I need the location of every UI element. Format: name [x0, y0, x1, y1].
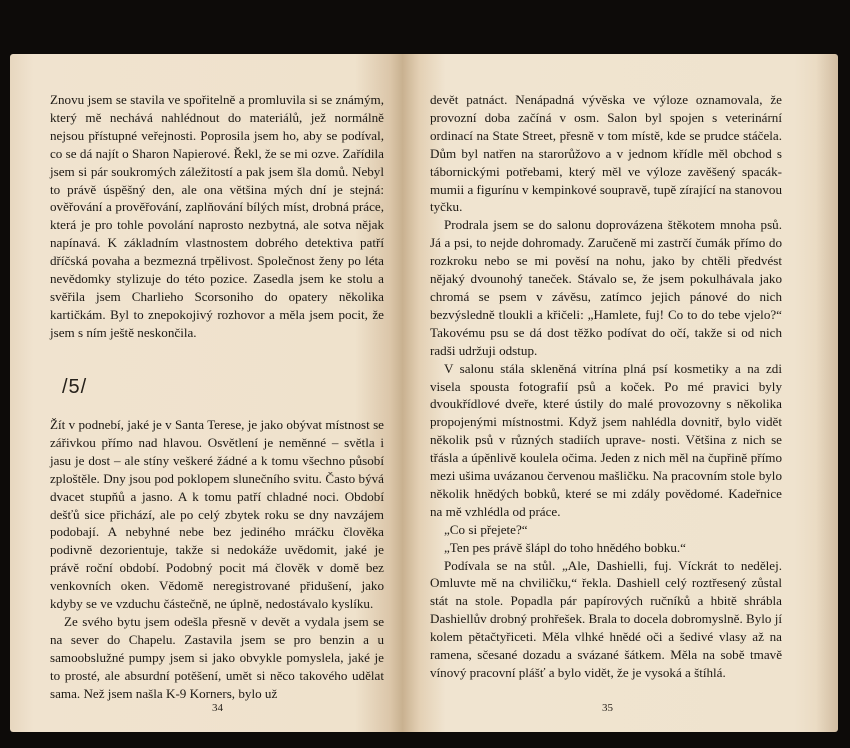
left-text-block-2	[50, 416, 384, 703]
paragraph: devět patnáct. Nenápadná vývěska ve výloze oznamovala, že provozní doba začíná v osm. Salon byl spojen s veterinární ordinací na State Street, přesně v tom místě, kde se prudce stáčela. Dům byl natřen na starorůžovo a v jednom křídle měl obchod s tábornickými potřebami, který měl ve výloze zavěšený spacák-mumii a figurínu v kempinkové soupravě, tupě zírající na stanovou tyčku.	[430, 92, 782, 215]
paragraph: Podívala se na stůl. „Ale, Dashielli, fuj. Víckrát to nedělej. Omluvte mě na chviličku,“ řekla. Dashiell celý roztřesený zůstal stát na stole. Popadla pár papírových ručníků a hbitě shrábla Dashiellův drobný prohřešek. Brala to docela dobromyslně. Bylo jí kolem pětačtyřiceti. Měla vlhké hnědé oči a šedivé vlasy až na ramena, sčesané dozadu a svázané šátkem. Měla na sobě tmavě vínový pracovní plášť a bylo vidět, že je vysoká a štíhlá.	[430, 557, 783, 680]
left-page	[10, 54, 402, 732]
chapter-heading: /5/	[62, 376, 88, 398]
paragraph: „Co si přejete?“	[444, 521, 528, 537]
paragraph: V salonu stála skleněná vitrína plná psí kosmetiky a na zdi visela spousta fotografií psů a koček. Po mé pravici byly dvoukřídlové dveře, které ústily do malé provozovny s několika propojenými místnostmi. Když jsem nahlédla dovnitř, bylo vidět několik psů v různých stadiích upravе- nosti. Většina z nich se třásla a úpěnlivě koulela očima. Jeden z nich měl na čupřině přímo mezi ušima uvázanou červenou mašličku. Na pracovním stole bylo několik hnědých bobků, které se mi zdály povědomé. Kadeřnice na mě vzhlédla od práce.	[430, 360, 782, 519]
right-page	[402, 54, 838, 732]
page-number-left: 34	[212, 702, 223, 714]
page-number-right: 35	[602, 702, 613, 714]
paragraph: Ze svého bytu jsem odešla přesně v devět a vydala jsem se na sever do Chapelu. Zastavila jsem se pro benzin a u samoobslužné pumpy jsem si jako obvykle pomyslela, jaké je to prosté, ale absurdní potěšení, umět si něco takového udělat sama. Než jsem našla K-9 Korners, bylo už	[50, 613, 384, 701]
left-text-block-1: Znovu jsem se stavila ve spořitelně a promluvila si se známým, který mě nechává nahlédnout do materiálů, jež normálně nejsou přístupné veřejnosti. Poprosila jsem ho, aby se podíval, co se dá najít o Sharon Napierové. Řekl, že se mi ozve. Zařídila jsem si pár soukromých záležitostí a pak jsem šla domů. Nebyl to právě úspěšný den, ale ona většina mých dní je stejná: ověřování a prověřování, zaplňování bílých míst, drobná práce, která je pro tohle povolání naprosto nezbytná, ale sotva nějak napínavá. K základním vlastnostem dobrého detektiva patří dříčská povaha a bezmezná trpělivost. Společnost ženy po léta nevědomky stylizuje do této pozice. Zasedla jsem ke stolu a svěřila jsem Charlieho Scorsoniho do opatery několika kartičkám. Byl to znepokojivý rozhovor a měla jsem pocit, že jsem s ním ještě neskončila.	[50, 92, 384, 340]
paragraph: „Ten pes právě šlápl do toho hnědého bobku.“	[444, 539, 686, 555]
paragraph: Prodrala jsem se do salonu doprovázena štěkotem mnoha psů. Já a psi, to nejde dohromady. Zaručeně mi zastrčí čumák přímo do rozkroku nebo se mi pověsí na nohu, jako by chtěli předvést nějaký dvounohý taneček. Stávalo se, že jsem pokulhávala jako chromá se psem v závěsu, zatímco jejich pánové do nich bezvýsledně tloukli a křičeli: „Hamlete, fuj! Co to do tebe vjelo?“ Takovému psu se dá dost těžko podívat do očí, takže si od nich radši udržuji odstup.	[430, 217, 782, 358]
paragraph: Žít v podnebí, jaké je v Santa Terese, je jako obývat místnost se zářivkou přímo nad hlavou. Osvětlení je neměnné – světla i jasu je dost – ale stíny veškeré žádné a k tomu všechno působí zploštěle. Dny jsou pod poklopem slunečního svitu. Často bývá dvacet stupňů a jasno. A k tomu patří chladné noci. Období dešťů sice přichází, ale po celý zbytek roku se dny navzájem podobají. A nebyhné nebe bez jediného mráčku člověka podivně dezorientuje, takže si nedokáže uvědomit, jaké je právě roční období. Podobný pocit má člověk v domě bez venkovních oken. Vědomě neregistrované přidušení, jako kdyby se ve vzduchu částečně, ne úplně, nedostávalo kyslíku.	[50, 417, 384, 612]
right-text-block	[430, 91, 782, 682]
